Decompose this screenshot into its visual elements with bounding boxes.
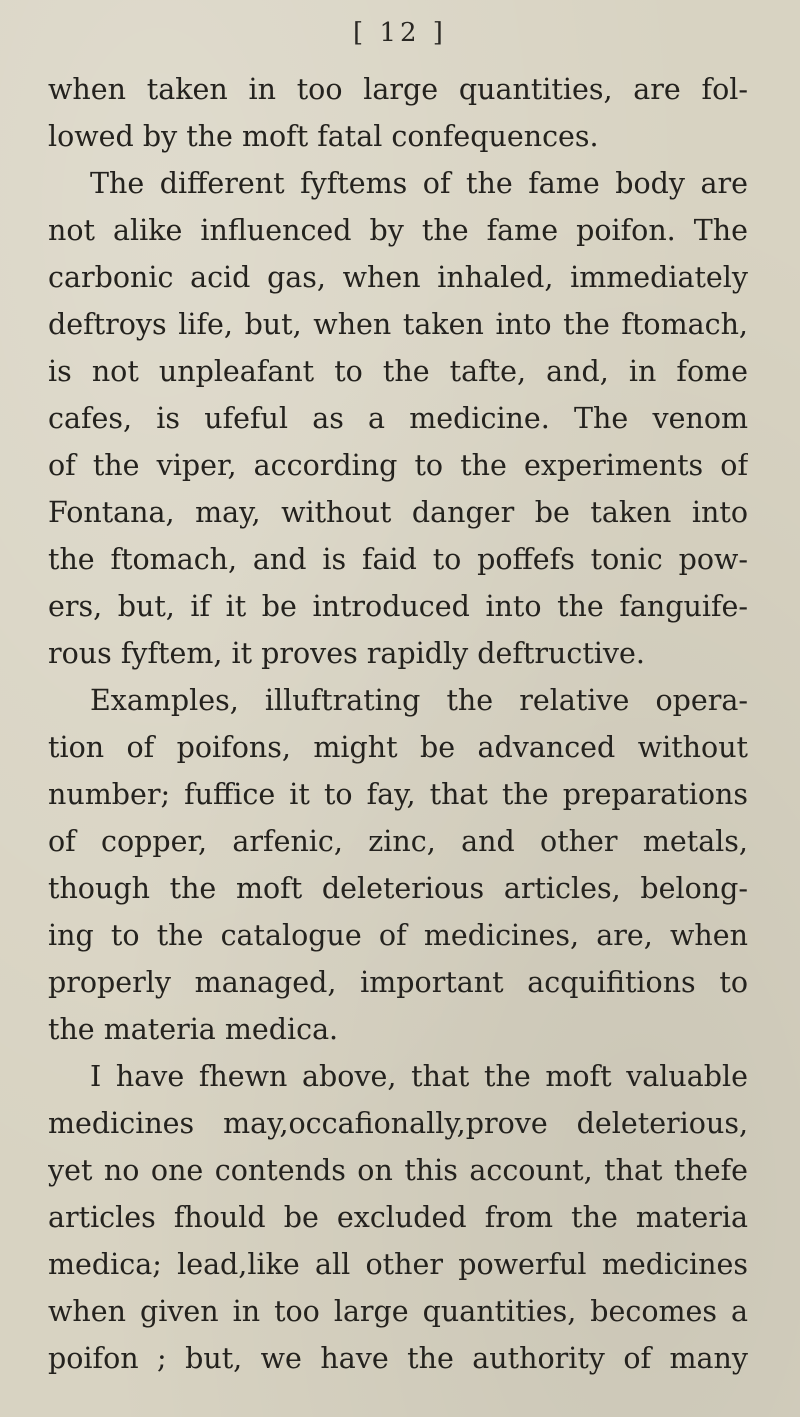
text-line: of the viper, according to the experiments of bbox=[48, 449, 748, 482]
text-line: carbonic acid gas, when inhaled, immediately bbox=[48, 261, 748, 294]
body-text bbox=[48, 66, 748, 1382]
text-line: ing to the catalogue of medicines, are, when bbox=[48, 919, 748, 952]
text-line: rous fyftem, it proves rapidly deftructive. bbox=[48, 637, 645, 670]
text-line: The different fyftems of the fame body are bbox=[90, 167, 748, 200]
text-line: the materia medica. bbox=[48, 1013, 339, 1046]
text-line: tion of poifons, might be advanced without bbox=[48, 731, 748, 764]
text-line: deftroys life, but, when taken into the ftomach, bbox=[48, 308, 748, 341]
text-line: of copper, arfenic, zinc, and other metals, bbox=[48, 825, 748, 858]
text-line: when taken in too large quantities, are fol- bbox=[48, 73, 748, 106]
text-line: medica; lead,like all other powerful medicines bbox=[48, 1248, 748, 1281]
text-line: yet no one contends on this account, that thefe bbox=[48, 1154, 748, 1187]
text-line: medicines may,occafionally,prove deleterious, bbox=[48, 1107, 748, 1140]
text-line: Examples, illuftrating the relative opera- bbox=[90, 684, 748, 717]
text-line: Fontana, may, without danger be taken into bbox=[48, 496, 748, 529]
text-line: I have fhewn above, that the moft valuable bbox=[90, 1060, 748, 1093]
text-line: properly managed, important acquifitions to bbox=[48, 966, 748, 999]
text-line: articles fhould be excluded from the materia bbox=[48, 1201, 748, 1234]
text-line: ers, but, if it be introduced into the fanguife- bbox=[48, 590, 748, 623]
text-line: number; fuffice it to fay, that the preparations bbox=[48, 778, 748, 811]
text-line: though the moft deleterious articles, belong- bbox=[48, 872, 748, 905]
text-line: is not unpleafant to the tafte, and, in fome bbox=[48, 355, 748, 388]
text-line: the ftomach, and is faid to poffefs tonic pow- bbox=[48, 543, 748, 576]
text-line: not alike influenced by the fame poifon. The bbox=[48, 214, 748, 247]
text-line: when given in too large quantities, becomes a bbox=[48, 1295, 748, 1328]
text-line: cafes, is ufeful as a medicine. The venom bbox=[48, 402, 748, 435]
text-line: poifon ; but, we have the authority of many bbox=[48, 1342, 748, 1375]
page-number: [ 12 ] bbox=[353, 18, 447, 48]
text-line: lowed by the moft fatal confequences. bbox=[48, 120, 599, 153]
